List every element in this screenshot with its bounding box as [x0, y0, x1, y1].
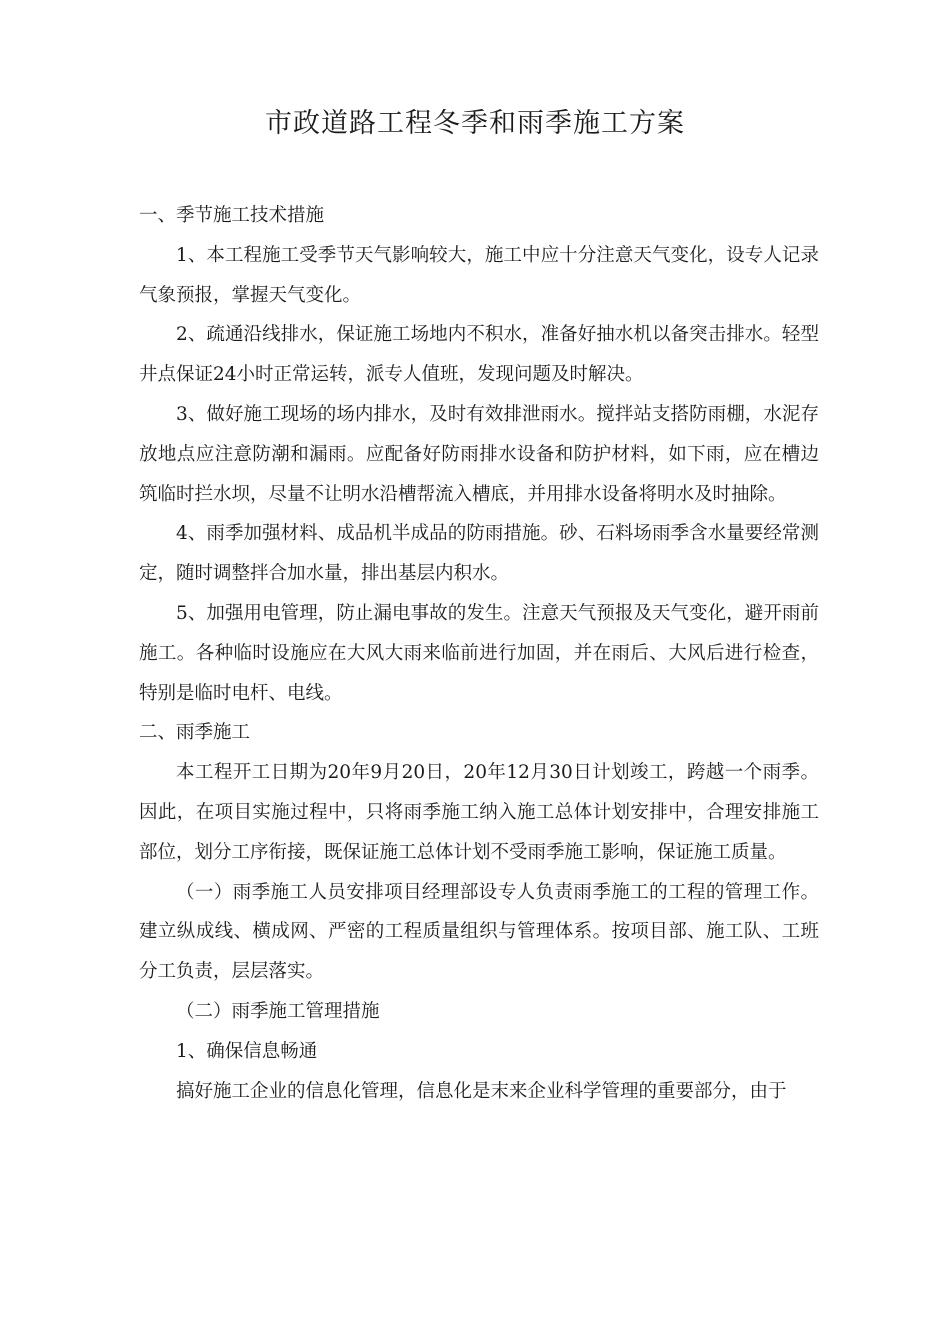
section-heading: 一、季节施工技术措施 [139, 205, 325, 226]
section-heading: 二、雨季施工 [139, 722, 251, 744]
document-body [139, 196, 819, 1111]
subsection-heading: 1、确保信息畅通 [176, 1040, 318, 1062]
paragraph: 3、做好施工现场的场内排水，及时有效排泄雨水。搅拌站支搭防雨棚，水泥存放地点应注意防潮和漏雨。应配备好防雨排水设备和防护材料，如下雨，应在槽边筑临时拦水坝，尽量不让明水沿槽帮流入槽底，并用排水设备将明水及时抽除。 [139, 403, 819, 505]
paragraph: 本工程开工日期为20年9月20日，20年12月30日计划竣工，跨越一个雨季。因此，在项目实施过程中，只将雨季施工纳入施工总体计划安排中，合理安排施工部位，划分工序衔接，既保证施工总体计划不受雨季施工影响，保证施工质量。 [139, 762, 819, 863]
document-title: 市政道路工程冬季和雨季施工方案 [265, 108, 685, 139]
paragraph: （一）雨季施工人员安排项目经理部设专人负责雨季施工的工程的管理工作。建立纵成线、横成网、严密的工程质量组织与管理体系。按项目部、施工队、工班分工负责，层层落实。 [139, 881, 819, 983]
paragraph: 4、雨季加强材料、成品机半成品的防雨措施。砂、石料场雨季含水量要经常测定，随时调整拌合加水量，排出基层内积水。 [139, 523, 819, 585]
subsection-heading: （二）雨季施工管理措施 [176, 1000, 380, 1022]
paragraph: 搞好施工企业的信息化管理，信息化是末来企业科学管理的重要部分，由于 [176, 1080, 787, 1102]
paragraph: 2、疏通沿线排水，保证施工场地内不积水，准备好抽水机以备突击排水。轻型井点保证24小时正常运转，派专人值班，发现问题及时解决。 [139, 324, 819, 386]
paragraph: 5、加强用电管理，防止漏电事故的发生。注意天气预报及天气变化，避开雨前施工。各种临时设施应在大风大雨来临前进行加固，并在雨后、大风后进行检查，特别是临时电杆、电线。 [139, 602, 819, 704]
paragraph: 1、本工程施工受季节天气影响较大，施工中应十分注意天气变化，设专人记录气象预报，掌握天气变化。 [139, 244, 819, 306]
